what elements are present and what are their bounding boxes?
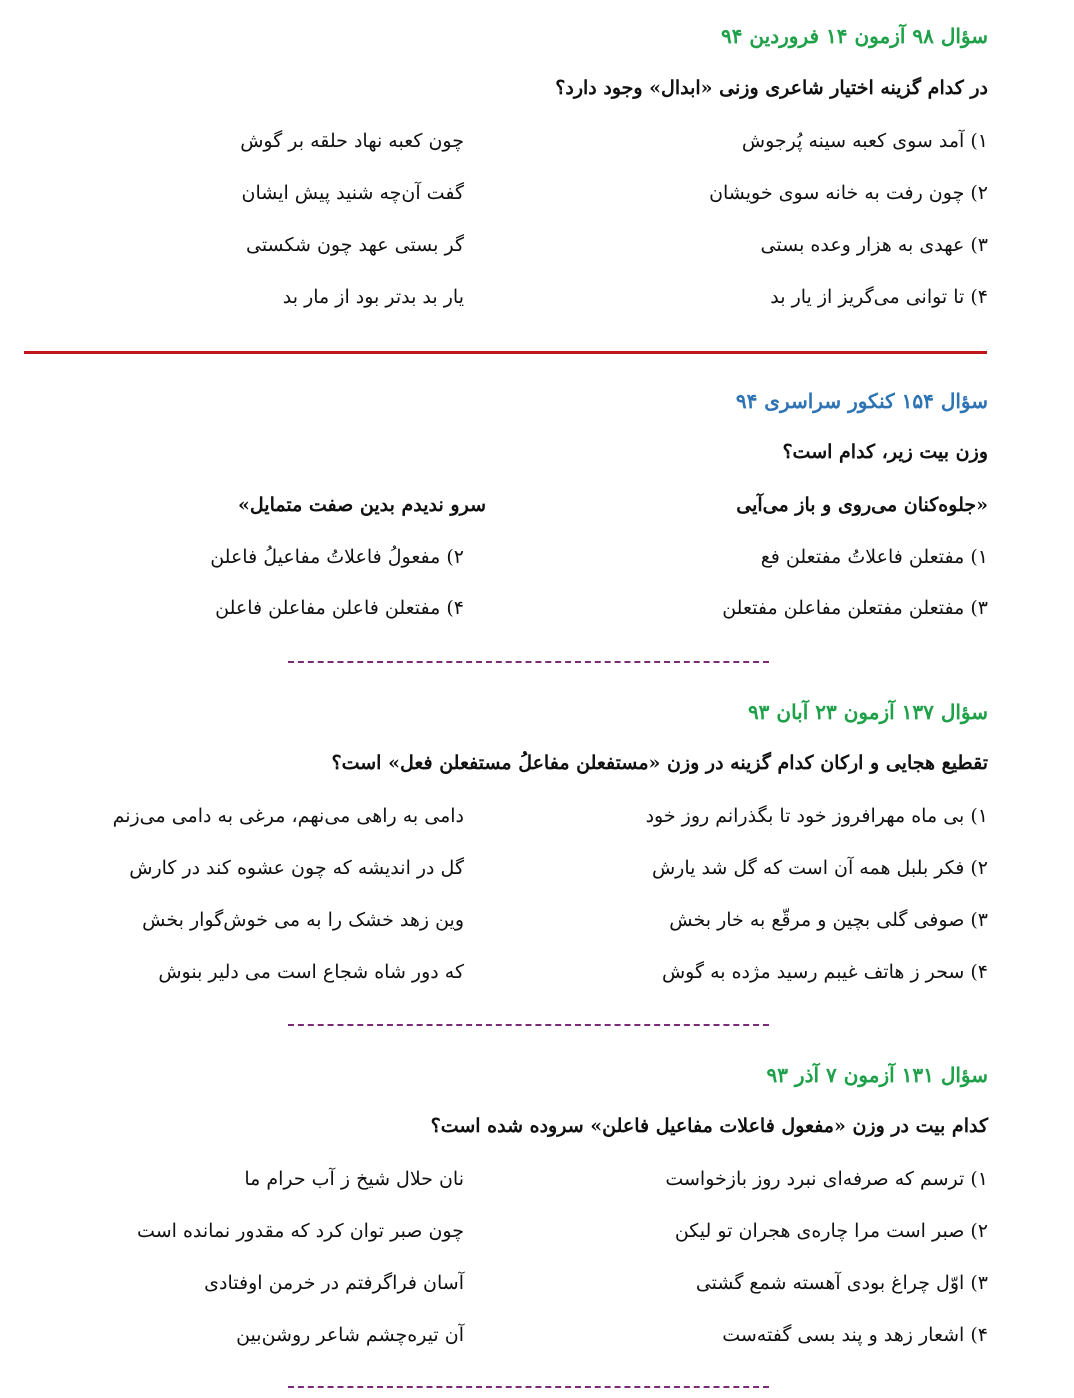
q2-option-2: ۲) مفعولُ فاعلاتُ مفاعیلُ فاعلن xyxy=(210,546,464,568)
q4-option-3-second: آسان فراگرفتم در خرمن اوفتادی xyxy=(204,1272,464,1294)
q1-option-1-first: ۱) آمد سوی کعبه سینه پُرجوش xyxy=(741,130,988,152)
red-separator xyxy=(24,351,987,354)
q1-option-2-second: گفت آن‌چه شنید پیش ایشان xyxy=(241,182,464,204)
q2-option-1: ۱) مفتعلن فاعلاتُ مفتعلن فع xyxy=(760,546,988,568)
q3-option-1-second: دامی به راهی می‌نهم، مرغی به دامی می‌زنم xyxy=(112,805,464,827)
q1-title: سؤال ۹۸ آزمون ۱۴ فروردین ۹۴ xyxy=(720,24,988,48)
q4-option-4-second: آن تیره‌چشم شاعر روشن‌بین xyxy=(236,1324,464,1346)
q2-option-4: ۴) مفتعلن فاعلن مفاعلن فاعلن xyxy=(215,597,464,619)
q3-option-2-second: گل در اندیشه که چون عشوه کند در کارش xyxy=(129,857,464,879)
q4-option-2-first: ۲) صبر است مرا چاره‌ی هجران تو لیکن xyxy=(674,1220,988,1242)
q2-title: سؤال ۱۵۴ کنکور سراسری ۹۴ xyxy=(735,389,988,413)
q2-verse-first: «جلوه‌کنان می‌روی و باز می‌آیی xyxy=(736,494,988,516)
q3-option-4-first: ۴) سحر ز هاتف غیبم رسید مژده به گوش xyxy=(661,961,988,983)
q1-option-2-first: ۲) چون رفت به خانه سوی خویشان xyxy=(709,182,988,204)
q3-option-3-first: ۳) صوفی گلی بچین و مرقّع به خار بخش xyxy=(669,909,988,931)
q4-option-2-second: چون صبر توان کرد که مقدور نمانده است xyxy=(137,1220,464,1242)
q4-option-4-first: ۴) اشعار زهد و پند بسی گفته‌ست xyxy=(722,1324,988,1346)
q3-option-3-second: وین زهد خشک را به می خوش‌گوار بخش xyxy=(142,909,464,931)
dashed-separator xyxy=(288,1386,769,1388)
q2-stem: وزن بیت زیر، کدام است؟ xyxy=(782,441,988,463)
q2-option-3: ۳) مفتعلن مفتعلن مفاعلن مفتعلن xyxy=(722,597,988,619)
q3-option-4-second: که دور شاه شجاع است می دلیر بنوش xyxy=(158,961,464,983)
q2-verse-second: سرو ندیدم بدین صفت متمایل» xyxy=(238,494,486,516)
dashed-separator xyxy=(288,1024,769,1026)
q4-option-1-second: نان حلال شیخ ز آب حرام ما xyxy=(244,1168,464,1190)
q4-title: سؤال ۱۳۱ آزمون ۷ آذر ۹۳ xyxy=(766,1063,988,1087)
q1-option-4-first: ۴) تا توانی می‌گریز از یار بد xyxy=(770,286,988,308)
q3-stem: تقطیع هجایی و ارکان کدام گزینه در وزن «مستفعلن مفاعلُ مستفعلن فعل» است؟ xyxy=(331,752,988,774)
q4-option-1-first: ۱) ترسم که صرفه‌ای نبرد روز بازخواست xyxy=(665,1168,988,1190)
q4-option-3-first: ۳) اوّل چراغ بودی آهسته شمع گشتی xyxy=(695,1272,988,1294)
q4-stem: کدام بیت در وزن «مفعول فاعلات مفاعیل فاعلن» سروده شده است؟ xyxy=(430,1115,988,1137)
q3-option-2-first: ۲) فکر بلبل همه آن است که گل شد یارش xyxy=(651,857,988,879)
q1-option-3-second: گر بستی عهد چون شکستی xyxy=(245,234,464,256)
q1-option-3-first: ۳) عهدی به هزار وعده بستی xyxy=(760,234,988,256)
q1-option-4-second: یار بد بدتر بود از مار بد xyxy=(282,286,464,308)
dashed-separator xyxy=(288,661,769,663)
q3-option-1-first: ۱) بی ماه مهرافروز خود تا بگذرانم روز خود xyxy=(645,805,988,827)
q1-option-1-second: چون کعبه نهاد حلقه بر گوش xyxy=(240,130,464,152)
q1-stem: در کدام گزینه اختیار شاعری وزنی «ابدال» وجود دارد؟ xyxy=(555,77,988,99)
q3-title: سؤال ۱۳۷ آزمون ۲۳ آبان ۹۳ xyxy=(747,700,988,724)
